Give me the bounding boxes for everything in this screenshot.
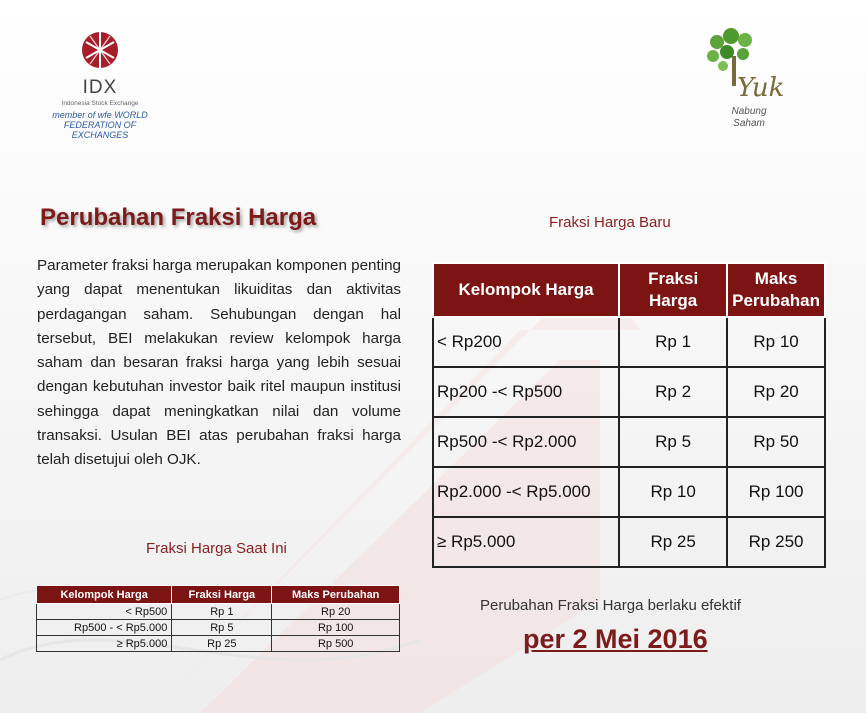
effective-note: Perubahan Fraksi Harga berlaku efektif (480, 597, 741, 614)
yuk-sub-line-1: Nabung (731, 106, 767, 117)
table-row (433, 417, 825, 467)
yuk-subtitle (726, 106, 772, 130)
idx-emblem-icon (80, 30, 120, 70)
new-fraction-table (432, 262, 826, 568)
table-row (433, 467, 825, 517)
cell-fraksi: Rp 2 (619, 367, 727, 417)
col-header-maks-line-1: Maks (754, 269, 798, 288)
cell-maks: Rp 10 (727, 317, 825, 367)
cell-fraksi: Rp 1 (619, 317, 727, 367)
cell-fraksi: Rp 5 (172, 620, 272, 636)
effective-date: per 2 Mei 2016 (523, 624, 708, 654)
table-row (433, 367, 825, 417)
cell-maks: Rp 250 (727, 517, 825, 567)
cell-kelompok: < Rp500 (37, 604, 172, 620)
cell-maks: Rp 100 (727, 467, 825, 517)
table-header-row (37, 586, 400, 604)
cell-maks: Rp 500 (272, 636, 400, 652)
idx-logo (40, 30, 160, 140)
table-row (433, 517, 825, 567)
cell-kelompok: Rp500 - < Rp5.000 (37, 620, 172, 636)
current-table-caption: Fraksi Harga Saat Ini (146, 540, 287, 557)
cell-kelompok: ≥ Rp5.000 (37, 636, 172, 652)
yuk-nabung-saham-logo (700, 28, 785, 138)
cell-maks: Rp 50 (727, 417, 825, 467)
cell-fraksi: Rp 1 (172, 604, 272, 620)
cell-kelompok: Rp500 -< Rp2.000 (433, 417, 619, 467)
col-header-maks-line-2: Perubahan (732, 291, 820, 310)
idx-subtitle: Indonesia Stock Exchange (61, 100, 139, 107)
cell-fraksi: Rp 5 (619, 417, 727, 467)
cell-maks: Rp 20 (727, 367, 825, 417)
idx-wordmark: IDX (82, 77, 118, 98)
page-title: Perubahan Fraksi Harga (40, 204, 317, 231)
table-row (37, 604, 400, 620)
col-header-fraksi (619, 263, 727, 317)
table-header-row (433, 263, 825, 317)
idx-member-line: member of wfe WORLD FEDERATION OF EXCHANGES (52, 110, 148, 140)
col-header-kelompok: Kelompok Harga (433, 263, 619, 317)
table-row (37, 636, 400, 652)
cell-fraksi: Rp 25 (619, 517, 727, 567)
col-header-fraksi-line-1: Fraksi (648, 269, 699, 288)
yuk-wordmark: Yuk (737, 73, 785, 103)
current-fraction-table (36, 585, 400, 652)
col-header-fraksi-line-2: Harga (649, 291, 698, 310)
col-header-maks: Maks Perubahan (272, 586, 400, 604)
cell-maks: Rp 100 (272, 620, 400, 636)
intro-paragraph: Parameter fraksi harga merupakan komponen penting yang dapat menentukan likuiditas dan aktivitas perdagangan saham. Sehubungan dengan hal tersebut, BEI melakukan review kelompok harga saham dan besaran fraksi harga yang lebih sesuai dengan kebutuhan investor baik ritel maupun institusi sehingga dapat meningkatkan nilai dan volume transaksi. Usulan BEI atas perubahan fraksi harga telah disetujui oleh OJK. (37, 257, 401, 469)
col-header-maks (727, 263, 825, 317)
cell-kelompok: ≥ Rp5.000 (433, 517, 619, 567)
cell-kelompok: < Rp200 (433, 317, 619, 367)
cell-maks: Rp 20 (272, 604, 400, 620)
col-header-kelompok: Kelompok Harga (37, 586, 172, 604)
col-header-fraksi: Fraksi Harga (172, 586, 272, 604)
cell-fraksi: Rp 25 (172, 636, 272, 652)
new-table-caption: Fraksi Harga Baru (549, 214, 671, 231)
yuk-sub-line-2: Saham (733, 118, 765, 129)
table-row (37, 620, 400, 636)
cell-kelompok: Rp2.000 -< Rp5.000 (433, 467, 619, 517)
cell-fraksi: Rp 10 (619, 467, 727, 517)
cell-kelompok: Rp200 -< Rp500 (433, 367, 619, 417)
table-row (433, 317, 825, 367)
